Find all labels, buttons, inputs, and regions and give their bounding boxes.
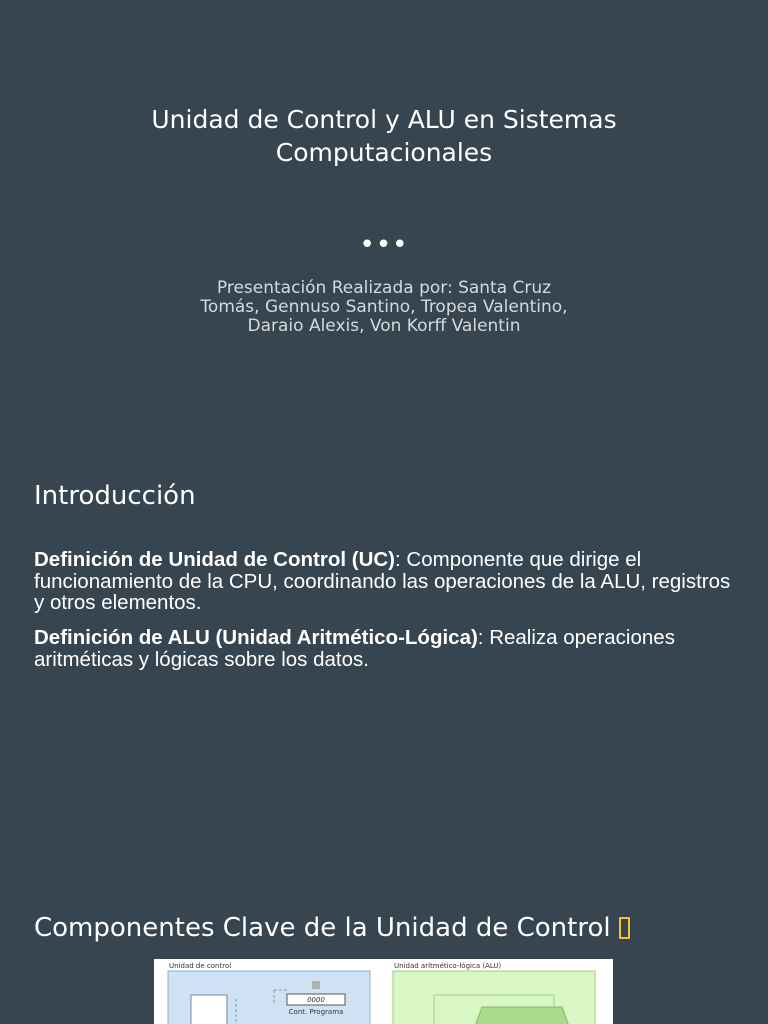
program-counter-label: Cont. Programa — [288, 1008, 344, 1016]
authors-line-1: Presentación Realizada por: Santa Cruz — [216, 278, 552, 298]
missing-glyph-icon — [619, 917, 630, 939]
slide-title-line-2: Computacionales — [275, 138, 493, 167]
slide-title — [0, 103, 768, 169]
intro-heading: Introducción — [34, 481, 196, 511]
uc-definition — [34, 549, 734, 614]
alu-panel-label: Unidad aritmético-lógica (ALU) — [394, 962, 502, 970]
uc-panel-label: Unidad de control — [169, 962, 232, 970]
uc-definition-text: : Componente que dirige el funcionamiento de la CPU, coordinando las operaciones de la ALU, registros y otros elementos. — [34, 548, 731, 614]
uc-register-block — [191, 995, 227, 1024]
uc-connector — [312, 981, 320, 989]
ellipsis-dots: ••• — [359, 230, 409, 260]
cpu-diagram — [154, 959, 613, 1024]
alu-definition-text: : Realiza operaciones aritméticas y lógicas sobre los datos. — [34, 626, 675, 671]
program-counter-value: 0000 — [307, 996, 325, 1004]
components-heading-text: Componentes Clave de la Unidad de Control — [34, 913, 611, 943]
authors-line-2: Tomás, Gennuso Santino, Tropea Valentino, — [200, 297, 568, 317]
authors-line-3: Daraio Alexis, Von Korff Valentin — [247, 316, 521, 336]
authors-text — [0, 279, 768, 336]
alu-shape — [474, 1007, 570, 1024]
alu-definition-term: Definición de ALU (Unidad Aritmético-Lógica) — [34, 626, 478, 649]
uc-definition-term: Definición de Unidad de Control (UC) — [34, 548, 396, 571]
components-heading — [34, 912, 630, 944]
alu-definition — [34, 627, 734, 670]
slide-title-line-1: Unidad de Control y ALU en Sistemas — [151, 105, 617, 134]
